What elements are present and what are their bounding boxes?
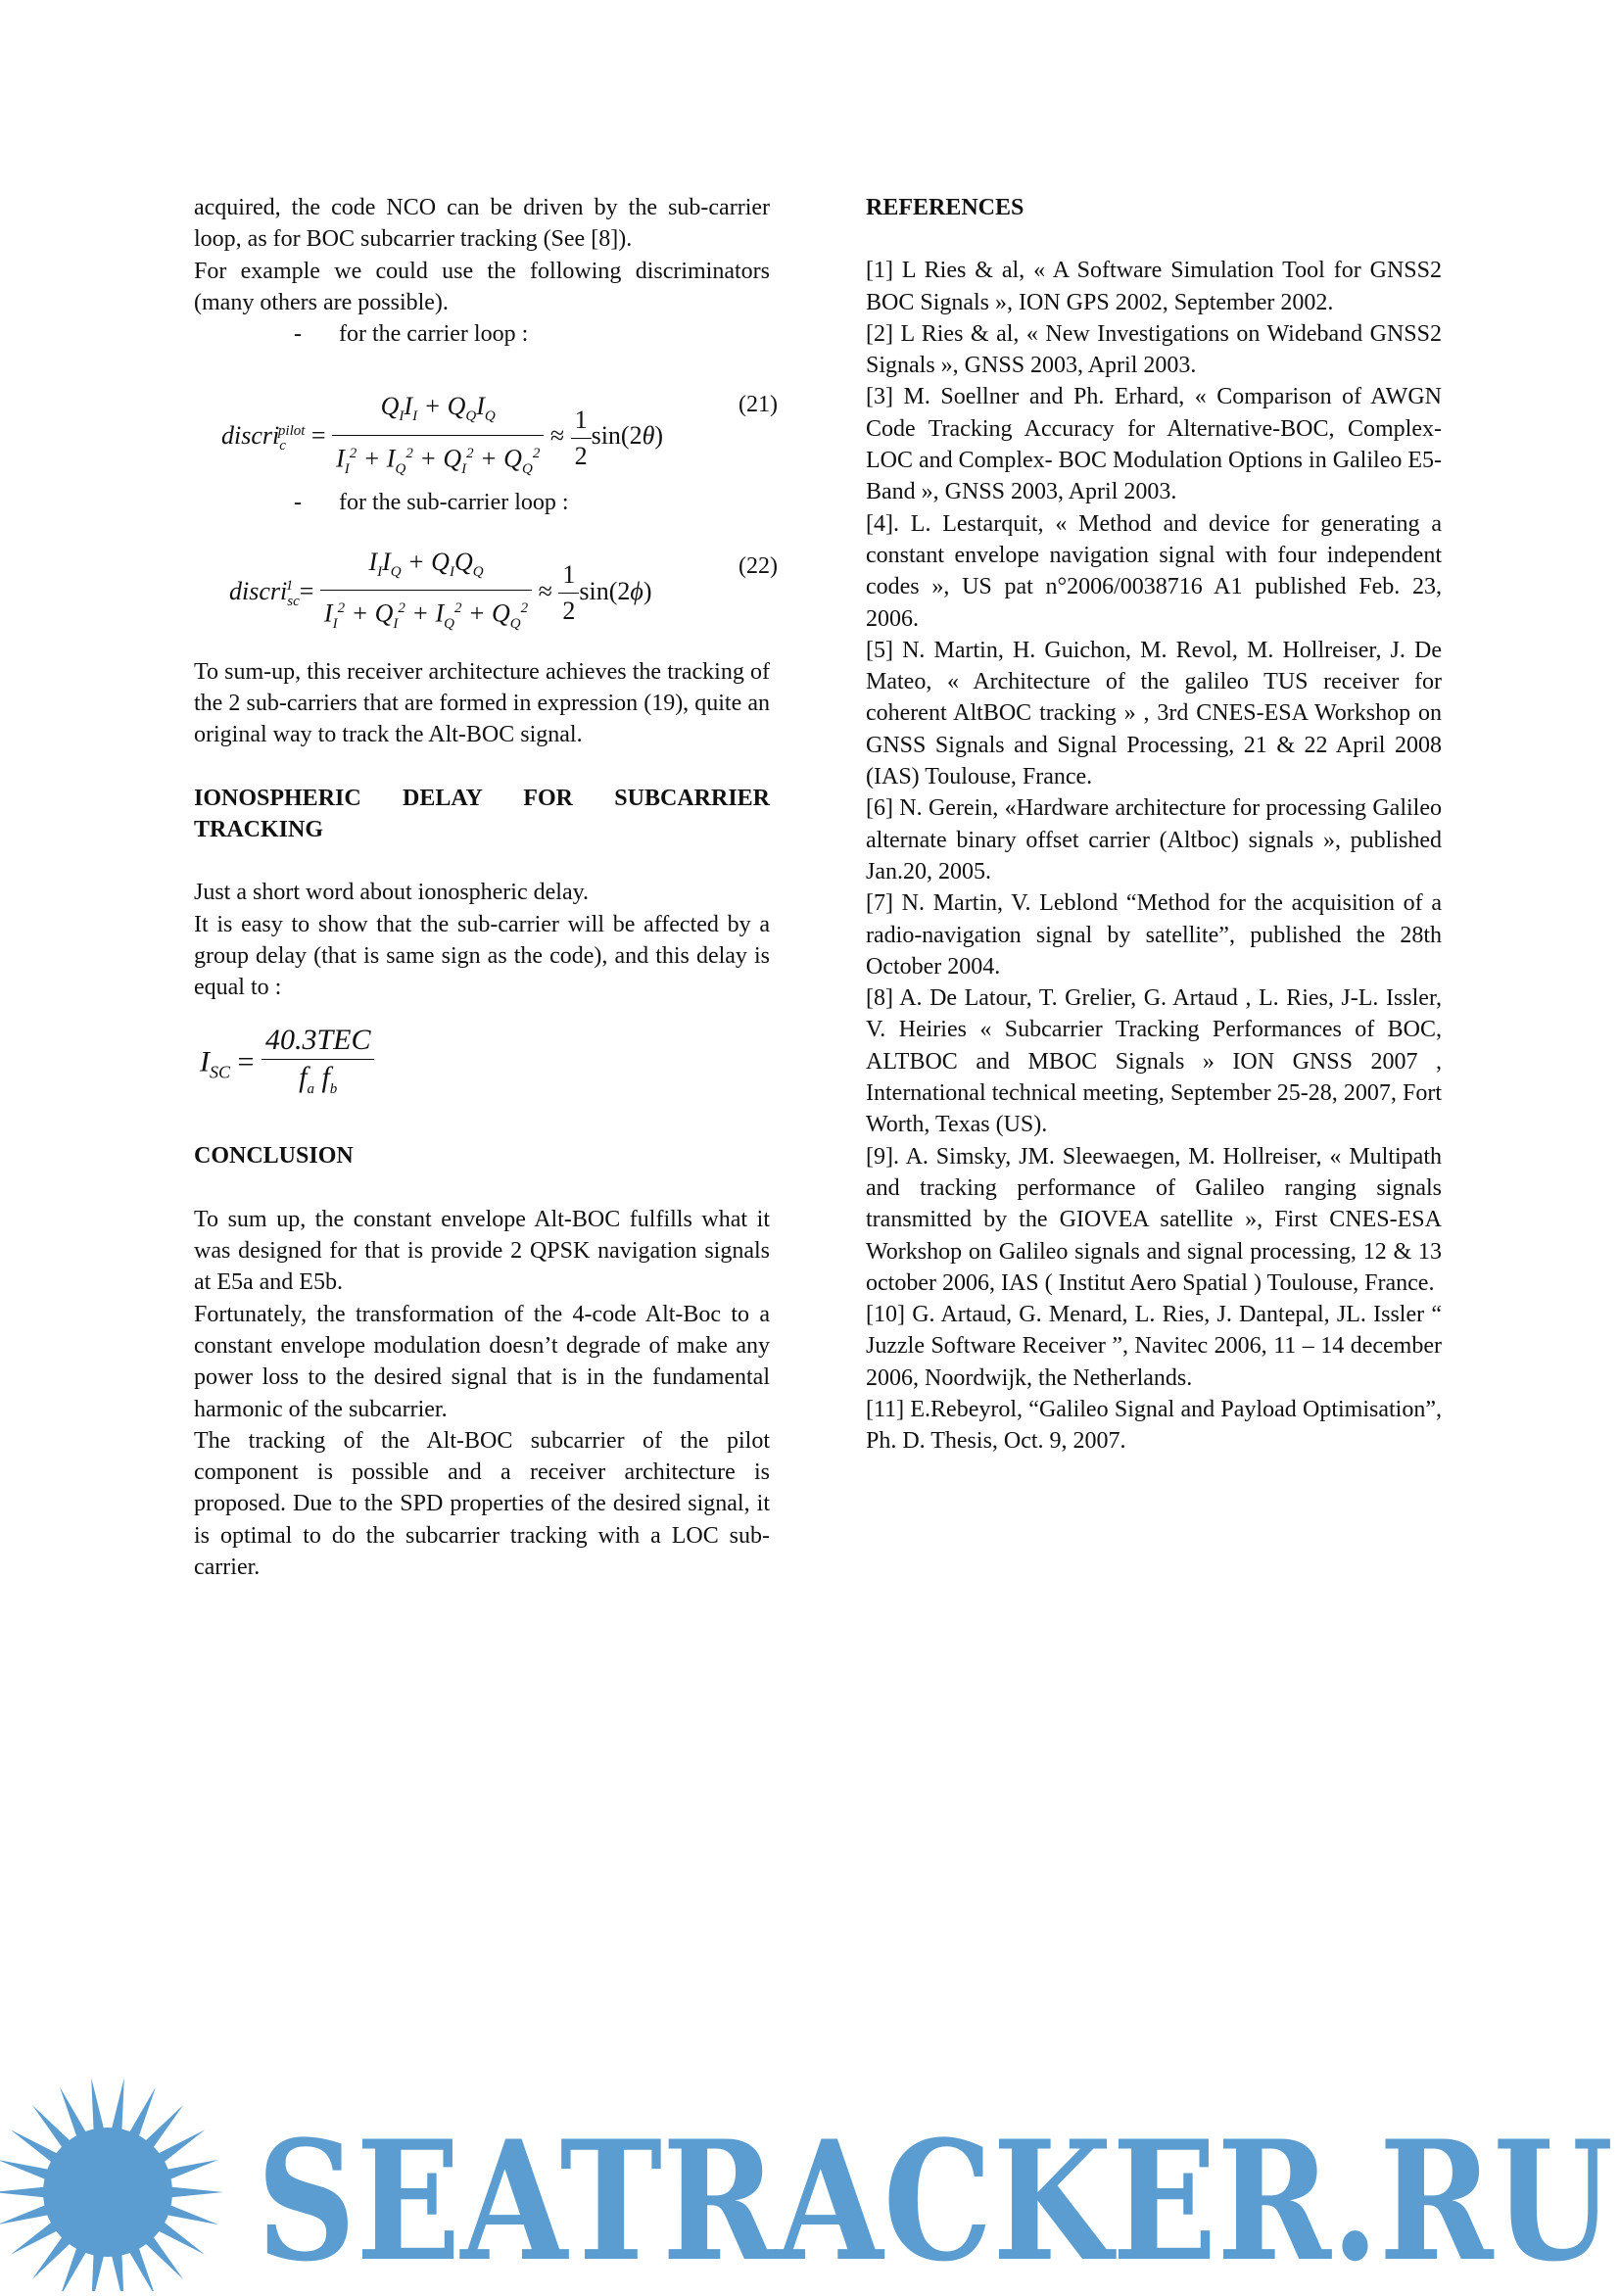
reference-item: [9]. A. Simsky, JM. Sleewaegen, M. Hollreiser, « Multipath and tracking performance of Galileo ranging signals transmitted by the GIOVEA satellite », First CNES-ESA Workshop on Galileo signals and signal processing, 12 & 13 october 2006, IAS ( Institut Aero Spatial ) Toulouse, France. xyxy=(866,1143,1442,1296)
bullet-carrier-loop: - for the carrier loop : xyxy=(194,318,770,350)
equation-21-number: (21) xyxy=(739,392,778,418)
paragraph-sum-up: To sum-up, this receiver architecture achieves the tracking of the 2 sub-carriers that are formed in expression (19), quite an original way to track the Alt-BOC signal. xyxy=(194,658,770,748)
sun-icon xyxy=(0,2078,223,2291)
sun-ray xyxy=(11,2221,60,2255)
sun-ray xyxy=(128,2245,156,2291)
sun-ray xyxy=(128,2087,156,2139)
sun-ray xyxy=(60,2087,87,2139)
reference-item: [8] A. De Latour, T. Grelier, G. Artaud , L. Ries, J-L. Issler, V. Heiries « Subcarrier Tracking Performances of BOC, ALTBOC and MBOC Signals » ION GNSS 2007 , International technical meeting, September 25-28, 2007, Fort Worth, Texas (US). xyxy=(866,985,1442,1138)
watermark-logo xyxy=(0,2067,1620,2291)
heading-ionospheric-delay: IONOSPHERIC DELAY FOR SUBCARRIER TRACKING xyxy=(194,785,770,842)
sun-ray xyxy=(32,2234,72,2279)
sun-ray xyxy=(91,2078,105,2132)
paragraph-discriminators: For example we could use the following discriminators (many others are possible). xyxy=(194,258,770,315)
reference-item: [7] N. Martin, V. Leblond “Method for the acquisition of a radio-navigation signal by satellite”, published the 28th October 2004. xyxy=(866,890,1442,980)
paragraph-conclusion-1: To sum up, the constant envelope Alt-BOC fulfills what it was designed for that is provide 2 QPSK navigation signals at E5a and E5b. xyxy=(194,1206,770,1296)
paragraph-conclusion-3: The tracking of the Alt-BOC subcarrier of the pilot component is possible and a receiver architecture is proposed. Due to the SPD properties of the desired signal, it is optimal to do the subcarrier tracking with a LOC sub-carrier. xyxy=(194,1427,770,1581)
sun-ray xyxy=(165,2160,219,2180)
reference-item: [10] G. Artaud, G. Menard, L. Ries, J. Dantepal, JL. Issler “ Juzzle Software Receiver ”, Navitec 2006, 11 – 14 december 2006, Noordwijk, the Netherlands. xyxy=(866,1302,1442,1391)
sun-ray xyxy=(32,2105,72,2150)
watermark-text: SEATRACKER.RU xyxy=(257,2104,1613,2291)
equation-21: discri$_c^{pilot}$ = $\frac{Q_II_I + Q_QI_Q}{I_I^2 + I_Q^2 + Q_I^2 + Q_Q^2}$ ≈ $\frac{1}{2}$ sin(2θ) (21) xyxy=(194,371,770,487)
sun-ray xyxy=(156,2129,205,2164)
reference-item: [4]. L. Lestarquit, « Method and device for generating a constant envelope navigation signal with four independent codes », US pat n°2006/0038716 A1 published Feb. 23, 2006. xyxy=(866,510,1442,632)
sun-ray xyxy=(0,2204,51,2224)
reference-item: [6] N. Gerein, «Hardware architecture for processing Galileo alternate binary offset carrier (Altboc) signals », published Jan.20, 2005. xyxy=(866,795,1442,885)
sun-ray xyxy=(165,2204,219,2224)
equation-22-number: (22) xyxy=(739,552,778,579)
reference-item: [11] E.Rebeyrol, “Galileo Signal and Payload Optimisation”, Ph. D. Thesis, Oct. 9, 2007. xyxy=(866,1396,1442,1455)
sun-ray xyxy=(111,2251,124,2291)
sun-ray xyxy=(143,2234,183,2279)
watermark xyxy=(0,2067,1620,2291)
sun-ray xyxy=(111,2078,124,2132)
sun-ray xyxy=(11,2129,60,2164)
paragraph-short-word: Just a short word about ionospheric delay. xyxy=(194,880,590,906)
heading-references: REFERENCES xyxy=(866,195,1024,220)
sun-ray xyxy=(0,2160,51,2180)
paragraph-code-nco: acquired, the code NCO can be driven by the sub-carrier loop, as for BOC subcarrier tracking (See [8]). xyxy=(194,195,770,253)
iono-numerator: 40.3TEC xyxy=(262,1025,375,1059)
bullet-subcarrier-loop: - for the sub-carrier loop : xyxy=(194,487,770,518)
sun-ray xyxy=(60,2245,87,2291)
reference-item: [2] L Ries & al, « New Investigations on Wideband GNSS2 Signals », GNSS 2003, April 2003. xyxy=(866,320,1442,379)
sun-ray xyxy=(156,2221,205,2255)
equation-iono-delay: $I_{SC}$ = $\frac{\text{40.3TEC}}{f_a f_b}$ xyxy=(194,1013,770,1140)
left-column xyxy=(194,192,778,1583)
paragraph-conclusion-2: Fortunately, the transformation of the 4-code Alt-Boc to a constant envelope modulation doesn’t degrade of make any power loss to the desired signal that is in the fundamental harmonic of the subcarrier. xyxy=(194,1301,770,1422)
heading-conclusion: CONCLUSION xyxy=(194,1143,354,1170)
equation-22: discri$_{sc}^1$ = $\frac{I_II_Q + Q_IQ_Q}{I_I^2 + Q_I^2 + I_Q^2 + Q_Q^2}$ ≈ $\frac{1}{2}$ sin(2ϕ) (22) xyxy=(229,547,778,633)
paragraph-group-delay: It is easy to show that the sub-carrier will be affected by a group delay (that is same sign as the code), and this delay is equal to : xyxy=(194,911,770,1001)
right-column xyxy=(866,192,1442,1458)
reference-item: [5] N. Martin, H. Guichon, M. Revol, M. Hollreiser, J. De Mateo, « Architecture of the galileo TUS receiver for coherent AltBOC tracking » , 3rd CNES-ESA Workshop on GNSS Signals and Signal Processing, 21 & 22 April 2008 (IAS) Toulouse, France. xyxy=(866,637,1442,790)
references-list xyxy=(866,255,1442,1457)
sun-ray xyxy=(168,2186,223,2197)
sun-ray xyxy=(0,2186,47,2197)
reference-item: [1] L Ries & al, « A Software Simulation Tool for GNSS2 BOC Signals », ION GPS 2002, September 2002. xyxy=(866,258,1442,315)
sun-ray xyxy=(91,2251,105,2291)
sun-ray xyxy=(143,2105,183,2150)
reference-item: [3] M. Soellner and Ph. Erhard, « Comparison of AWGN Code Tracking Accuracy for Alternative-BOC, Complex-LOC and Complex- BOC Modulation Options in Galileo E5-Band », GNSS 2003, April 2003. xyxy=(866,384,1442,505)
